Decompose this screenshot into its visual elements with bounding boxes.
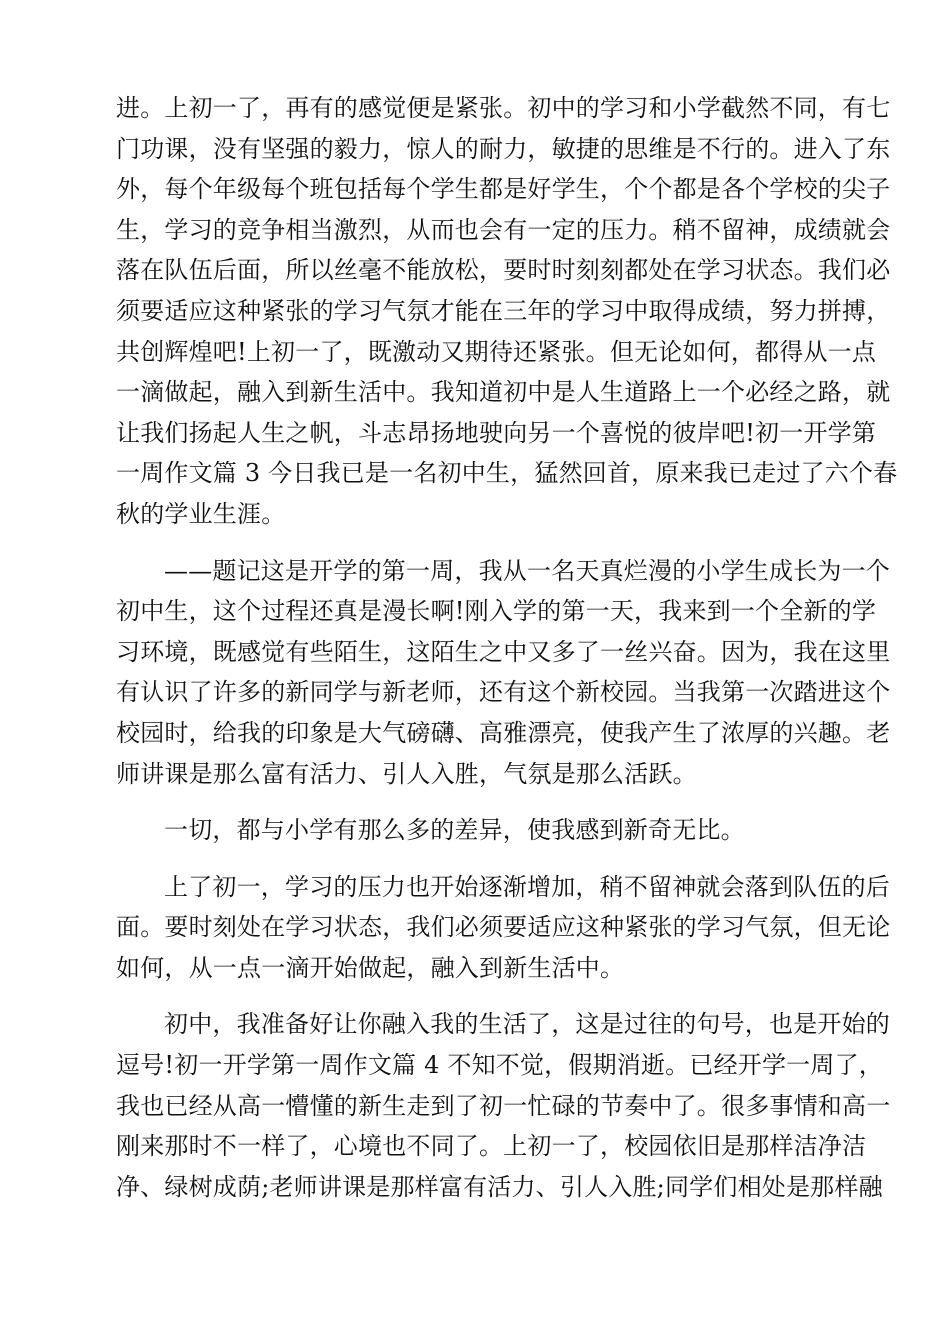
text-line: 上了初一，学习的压力也开始逐渐增加，稍不留神就会落到队伍的后 — [164, 872, 890, 901]
text-line: 一周作文篇 3 今日我已是一名初中生，猛然回首，原来我已走过了六个春 — [116, 459, 898, 488]
text-line: 校园时，给我的印象是大气磅礴、高雅漂亮，使我产生了浓厚的兴趣。老 — [116, 718, 891, 747]
text-line: 初中，我准备好让你融入我的生活了，这是过往的句号，也是开始的 — [164, 1010, 890, 1039]
paragraph-5 — [116, 1004, 891, 1207]
text-line: 习环境，既感觉有些陌生，这陌生之中又多了一丝兴奋。因为，我在这里 — [116, 637, 891, 666]
document-body — [116, 88, 898, 1223]
text-line: 我也已经从高一懵懂的新生走到了初一忙碌的节奏中了。很多事情和高一 — [116, 1091, 891, 1120]
paragraph-4 — [116, 867, 891, 989]
text-line: 面。要时刻处在学习状态，我们必须要适应这种紧张的学习气氛，但无论 — [116, 913, 891, 942]
text-line: 一切，都与小学有那么多的差异，使我感到新奇无比。 — [164, 816, 745, 845]
paragraph-2 — [116, 551, 891, 795]
text-line: 进。上初一了，再有的感觉便是紧张。初中的学习和小学截然不同，有七 — [116, 94, 891, 122]
text-line: 刚来那时不一样了，心境也不同了。上初一了，校园依旧是那样洁净洁 — [116, 1132, 867, 1161]
text-line: 落在队伍后面，所以丝毫不能放松，要时时刻刻都处在学习状态。我们必 — [116, 256, 891, 285]
text-line: 让我们扬起人生之帆，斗志昂扬地驶向另一个喜悦的彼岸吧!初一开学第 — [116, 418, 877, 447]
text-line: 生，学习的竞争相当激烈，从而也会有一定的压力。稍不留神，成绩就会 — [116, 215, 891, 244]
text-line: 外，每个年级每个班包括每个学生都是好学生，个个都是各个学校的尖子 — [116, 175, 891, 204]
text-line: ——题记这是开学的第一周，我从一名天真烂漫的小学生成长为一个 — [164, 556, 890, 585]
text-line: 秋的学业生涯。 — [116, 499, 286, 528]
text-line: 门功课，没有坚强的毅力，惊人的耐力，敏捷的思维是不行的。进入了东 — [116, 134, 891, 163]
text-line: 须要适应这种紧张的学习气氛才能在三年的学习中取得成绩，努力拼搏， — [116, 296, 891, 325]
text-line: 净、绿树成荫;老师讲课是那样富有活力、引人入胜;同学们相处是那样融 — [116, 1172, 883, 1201]
text-line: 师讲课是那么富有活力、引人入胜，气氛是那么活跃。 — [116, 759, 697, 788]
paragraph-1 — [116, 88, 898, 535]
text-line: 有认识了许多的新同学与新老师，还有这个新校园。当我第一次踏进这个 — [116, 678, 891, 707]
text-line: 初中生，这个过程还真是漫长啊!刚入学的第一天，我来到一个全新的学 — [116, 597, 877, 626]
text-line: 共创辉煌吧!上初一了，既激动又期待还紧张。但无论如何，都得从一点 — [116, 337, 877, 366]
text-line: 逗号!初一开学第一周作文篇 4 不知不觉，假期消逝。已经开学一周了， — [116, 1051, 883, 1080]
text-line: 一滴做起，融入到新生活中。我知道初中是人生道路上一个必经之路，就 — [116, 378, 891, 407]
text-line: 如何，从一点一滴开始做起，融入到新生活中。 — [116, 953, 625, 982]
paragraph-3 — [116, 810, 836, 851]
